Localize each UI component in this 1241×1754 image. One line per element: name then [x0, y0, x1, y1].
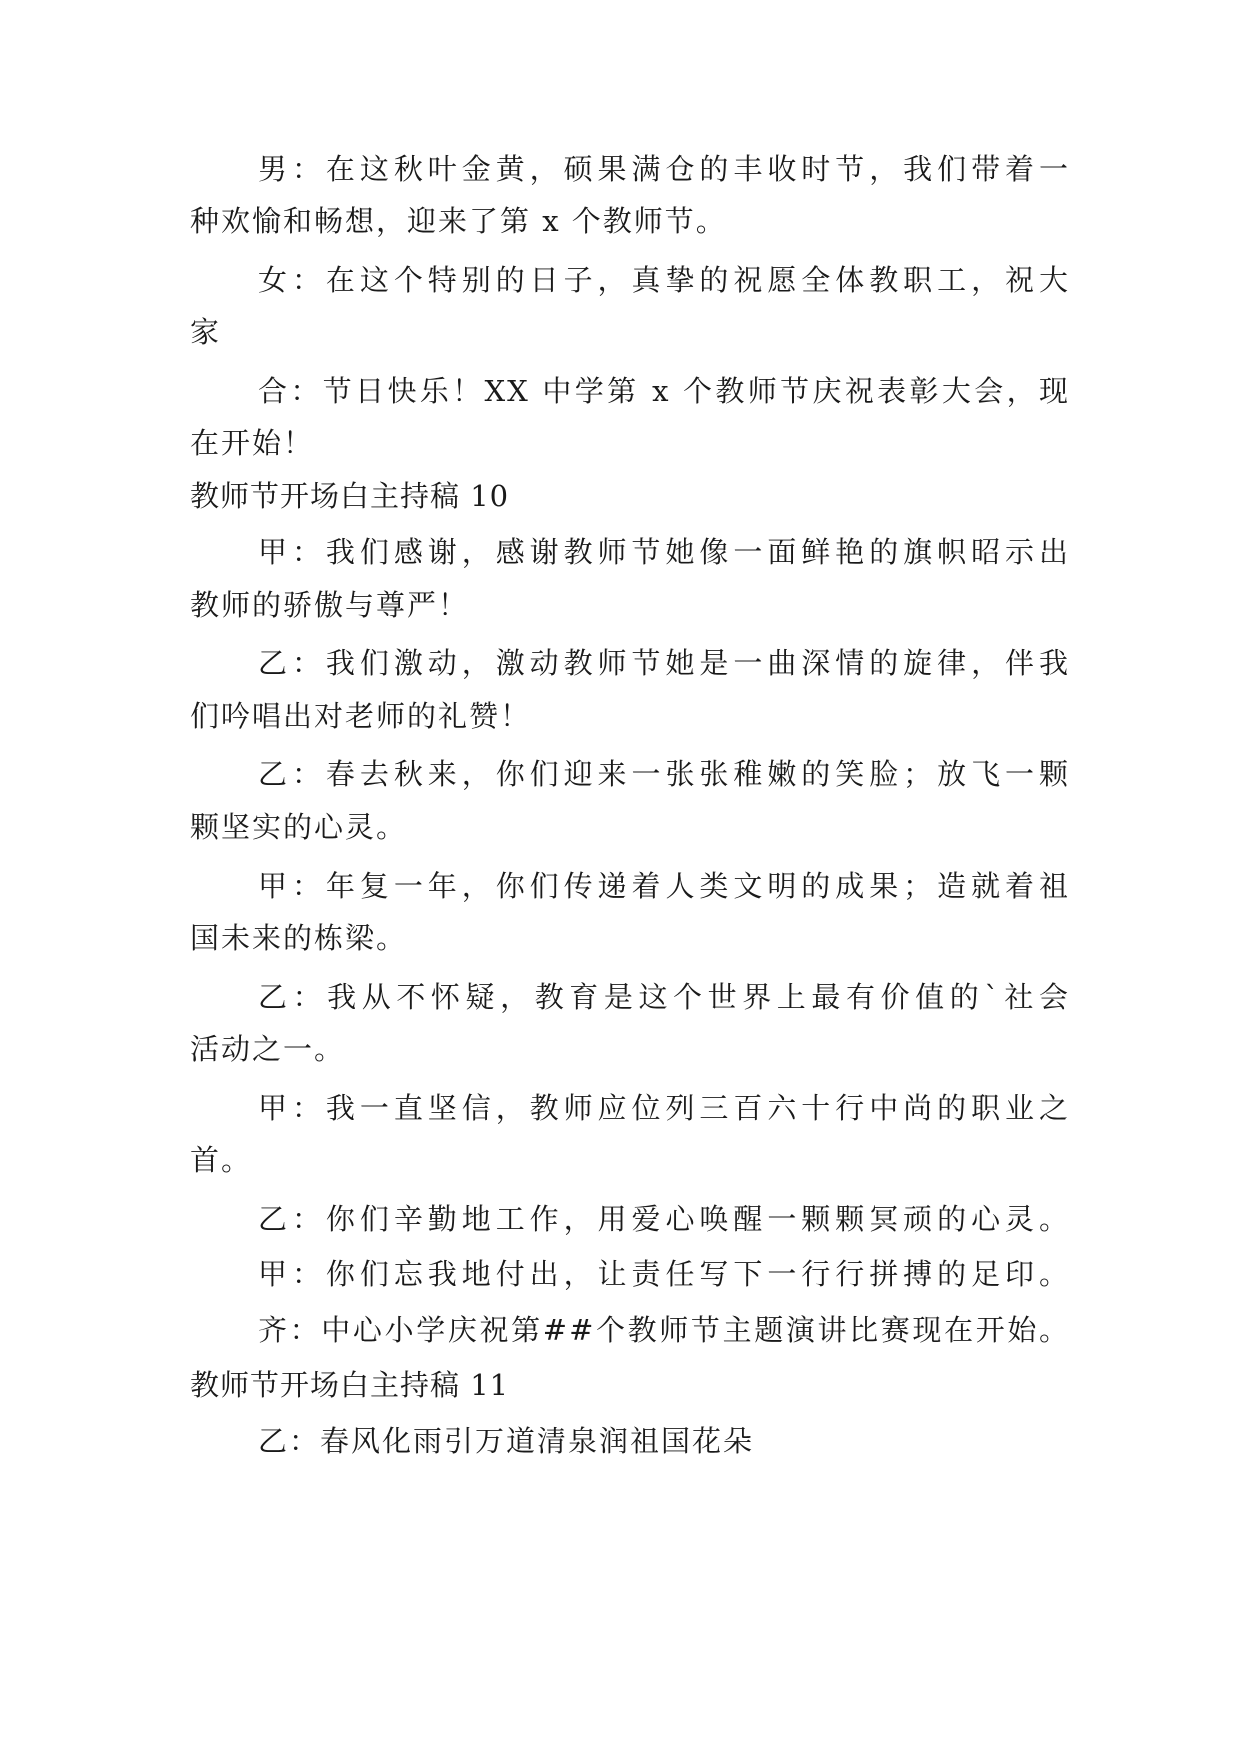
paragraph-line: 家 [190, 315, 222, 349]
paragraph-line: 合：节日快乐！XX 中学第 x 个教师节庆祝表彰大会，现 [258, 374, 1070, 408]
paragraph-line: 在开始！ [190, 426, 315, 460]
paragraph-line: 甲：年复一年，你们传递着人类文明的成果；造就着祖 [258, 869, 1070, 903]
paragraph-line: 乙：我从不怀疑，教育是这个世界上最有价值的`社会 [258, 980, 1070, 1014]
paragraph-line: 甲：我一直坚信，教师应位列三百六十行中尚的职业之 [258, 1091, 1070, 1125]
paragraph-line: 首。 [190, 1143, 253, 1177]
paragraph-line: 女：在这个特别的日子，真挚的祝愿全体教职工，祝大 [258, 263, 1070, 297]
paragraph-line: 颗坚实的心灵。 [190, 810, 408, 844]
paragraph-line: 乙：我们激动，激动教师节她是一曲深情的旋律，伴我 [258, 646, 1070, 680]
paragraph-line: 甲：你们忘我地付出，让责任写下一行行拼搏的足印。 [258, 1257, 1070, 1291]
paragraph-line: 活动之一。 [190, 1032, 346, 1066]
paragraph-line: 乙：你们辛勤地工作，用爱心唤醒一颗颗冥顽的心灵。 [258, 1202, 1070, 1236]
paragraph-line: 乙：春去秋来，你们迎来一张张稚嫩的笑脸；放飞一颗 [258, 757, 1070, 791]
paragraph-line: 男：在这秋叶金黄，硕果满仓的丰收时节，我们带着一 [258, 152, 1070, 186]
paragraph-line: 齐：中心小学庆祝第##个教师节主题演讲比赛现在开始。 [258, 1313, 1070, 1347]
paragraph-line: 甲：我们感谢，感谢教师节她像一面鲜艳的旗帜昭示出 [258, 535, 1070, 569]
paragraph-line: 们吟唱出对老师的礼赞！ [190, 699, 532, 733]
section-heading: 教师节开场白主持稿 10 [190, 479, 510, 513]
paragraph-line: 乙：春风化雨引万道清泉润祖国花朵 [258, 1424, 755, 1458]
section-heading: 教师节开场白主持稿 11 [190, 1368, 510, 1402]
paragraph-line: 教师的骄傲与尊严！ [190, 588, 470, 622]
paragraph-line: 国未来的栋梁。 [190, 921, 408, 955]
paragraph-line: 种欢愉和畅想，迎来了第 x 个教师节。 [190, 204, 727, 238]
